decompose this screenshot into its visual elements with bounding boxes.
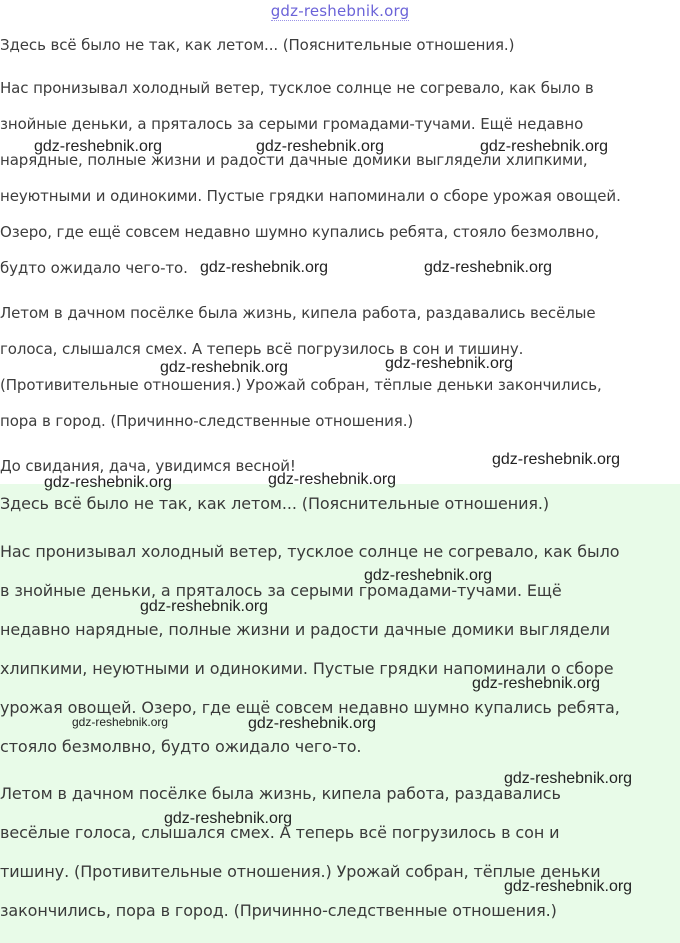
watermark: gdz-reshebnik.org — [472, 675, 601, 692]
watermark: gdz-reshebnik.org — [72, 715, 169, 729]
watermark: gdz-reshebnik.org — [44, 474, 173, 491]
text-line: голоса, слышался смех. А теперь всё погрузилось в сон и тишину. — [0, 340, 524, 358]
site-header-link[interactable]: gdz-reshebnik.org — [270, 2, 410, 20]
watermark: gdz-reshebnik.org — [140, 598, 269, 615]
text-line: тишину. (Противительные отношения.) Урожай собран, тёплые деньки — [0, 862, 601, 881]
text-line: будто ожидало чего-то. — [0, 259, 188, 277]
text-line: весёлые голоса, слышался смех. А теперь всё погрузилось в сон и — [0, 823, 560, 842]
text-line: Здесь всё было не так, как летом... (Пояснительные отношения.) — [0, 36, 515, 54]
watermark: gdz-reshebnik.org — [480, 138, 609, 155]
text-line: (Противительные отношения.) Урожай собран, тёплые деньки закончились, — [0, 376, 602, 394]
text-line: До свидания, дача, увидимся весной! — [0, 457, 296, 475]
text-line: Озеро, где ещё совсем недавно шумно купались ребята, стояло безмолвно, — [0, 223, 599, 241]
watermark: gdz-reshebnik.org — [385, 355, 514, 372]
text-line: Летом в дачном посёлке была жизнь, кипела работа, раздавались — [0, 784, 561, 803]
watermark: gdz-reshebnik.org — [34, 138, 163, 155]
text-line: Здесь всё было не так, как летом... (Пояснительные отношения.) — [0, 494, 550, 513]
watermark: gdz-reshebnik.org — [248, 715, 377, 732]
text-line: пора в город. (Причинно-следственные отношения.) — [0, 412, 414, 430]
watermark: gdz-reshebnik.org — [504, 878, 633, 895]
watermark: gdz-reshebnik.org — [164, 810, 293, 827]
highlighted-answer-block — [0, 484, 680, 943]
watermark: gdz-reshebnik.org — [256, 138, 385, 155]
watermark: gdz-reshebnik.org — [364, 567, 493, 584]
text-line: хлипкими, неуютными и одинокими. Пустые грядки напоминали о сборе — [0, 659, 614, 678]
text-line: недавно нарядные, полные жизни и радости дачные домики выглядели — [0, 620, 611, 639]
text-line: Нас пронизывал холодный ветер, тусклое солнце не согревало, как было — [0, 542, 620, 561]
watermark: gdz-reshebnik.org — [424, 259, 553, 276]
watermark: gdz-reshebnik.org — [268, 471, 397, 488]
text-line: урожая овощей. Озеро, где ещё совсем недавно шумно купались ребята, — [0, 698, 620, 717]
text-line: Нас пронизывал холодный ветер, тусклое солнце не согревало, как было в — [0, 79, 594, 97]
text-line: неуютными и одинокими. Пустые грядки напоминали о сборе урожая овощей. — [0, 187, 621, 205]
watermark: gdz-reshebnik.org — [504, 770, 633, 787]
text-line: стояло безмолвно, будто ожидало чего-то. — [0, 737, 362, 756]
text-line: знойные деньки, а пряталось за серыми громадами-тучами. Ещё недавно — [0, 115, 584, 133]
text-line: в знойные деньки, а пряталось за серыми громадами-тучами. Ещё — [0, 581, 562, 600]
text-line: Летом в дачном посёлке была жизнь, кипела работа, раздавались весёлые — [0, 304, 596, 322]
watermark: gdz-reshebnik.org — [160, 359, 289, 376]
site-header[interactable] — [0, 2, 680, 20]
watermark: gdz-reshebnik.org — [492, 451, 621, 468]
text-line: нарядные, полные жизни и радости дачные домики выглядели хлипкими, — [0, 151, 588, 169]
watermark: gdz-reshebnik.org — [200, 259, 329, 276]
text-line: закончились, пора в город. (Причинно-следственные отношения.) — [0, 901, 557, 920]
